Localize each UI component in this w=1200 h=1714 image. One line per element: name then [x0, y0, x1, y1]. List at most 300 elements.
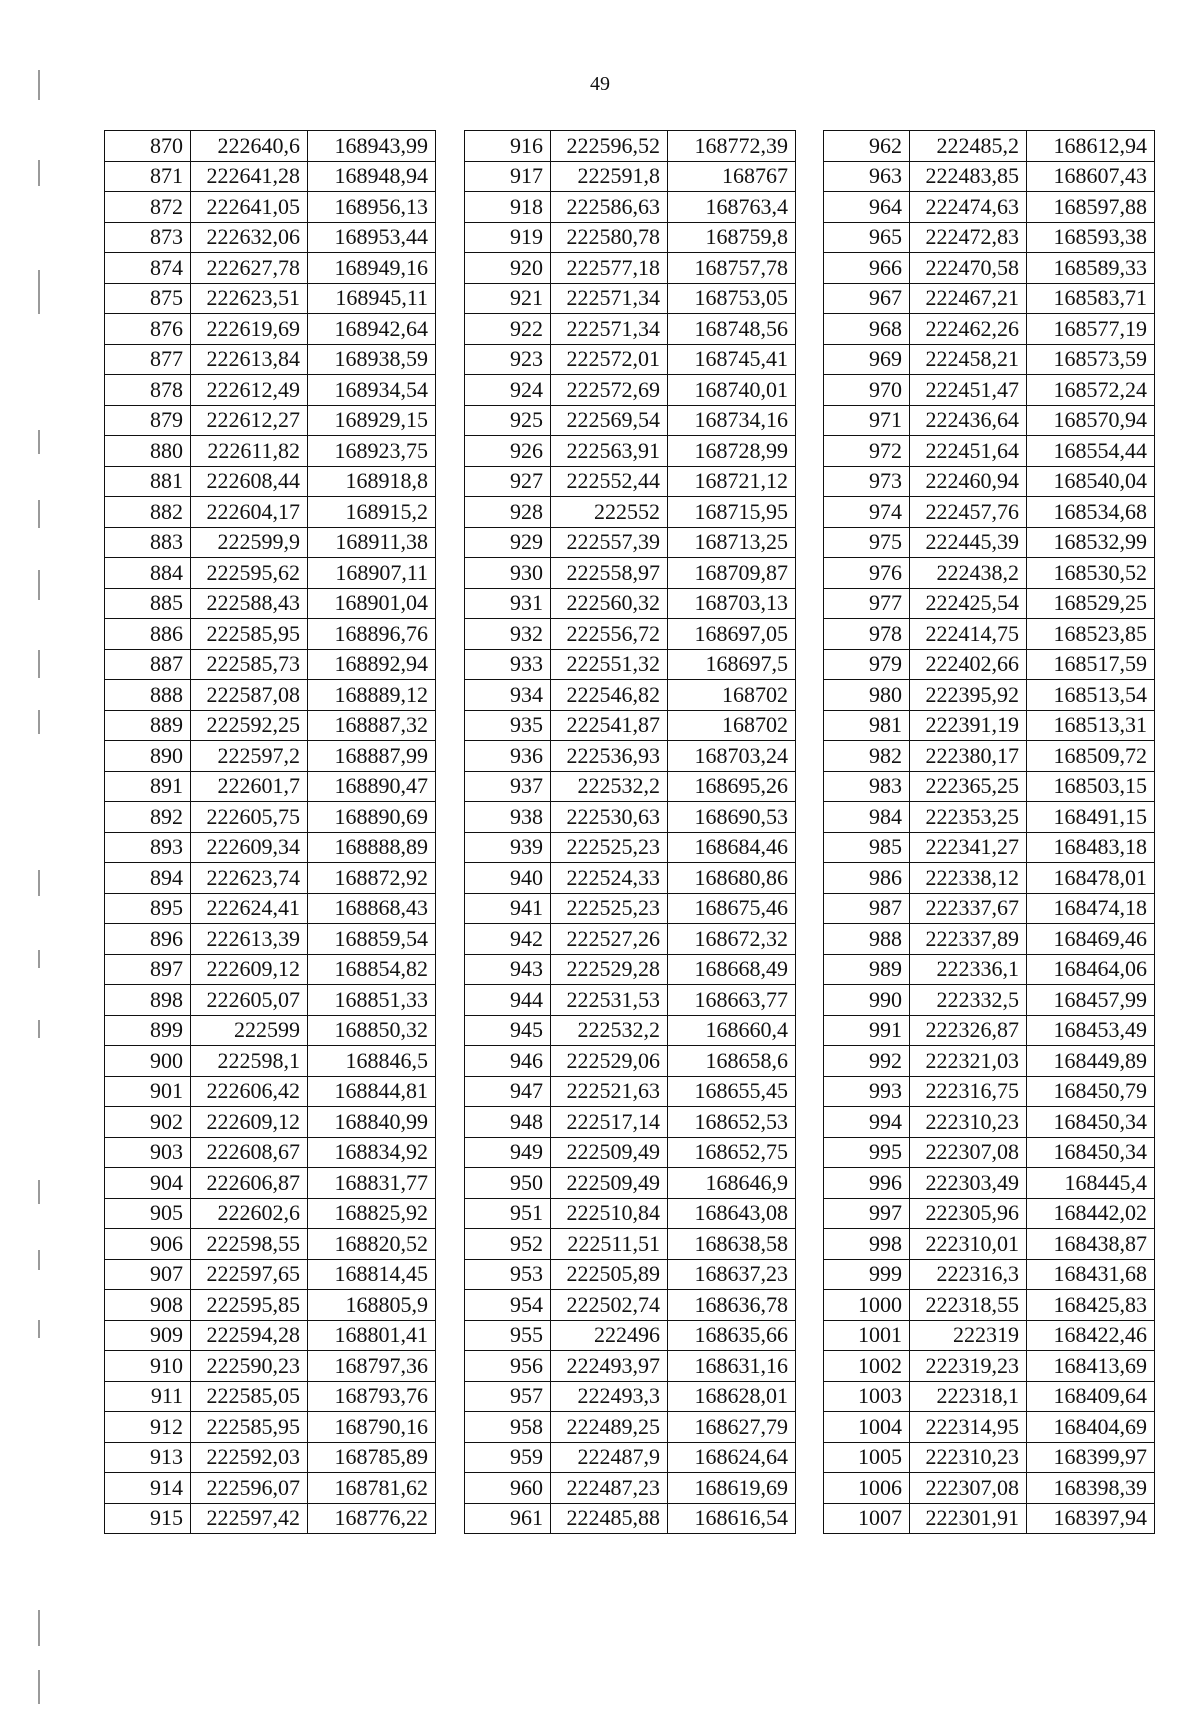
table-row [105, 832, 436, 863]
x-coordinate-cell: 222527,26 [551, 924, 668, 955]
scan-margin-mark [38, 650, 40, 678]
point-number-cell: 961 [465, 1503, 551, 1534]
y-coordinate-cell: 168776,22 [308, 1503, 436, 1534]
point-number-cell: 877 [105, 344, 191, 375]
point-number-cell: 914 [105, 1473, 191, 1504]
y-coordinate-cell: 168949,16 [308, 253, 436, 284]
x-coordinate-cell: 222597,2 [191, 741, 308, 772]
table-row [824, 832, 1155, 863]
point-number-cell: 882 [105, 497, 191, 528]
point-number-cell: 940 [465, 863, 551, 894]
table-row [465, 466, 796, 497]
table-row [824, 161, 1155, 192]
y-coordinate-cell: 168624,64 [668, 1442, 796, 1473]
x-coordinate-cell: 222474,63 [910, 192, 1027, 223]
x-coordinate-cell: 222596,07 [191, 1473, 308, 1504]
y-coordinate-cell: 168469,46 [1027, 924, 1155, 955]
point-number-cell: 926 [465, 436, 551, 467]
y-coordinate-cell: 168820,52 [308, 1229, 436, 1260]
y-coordinate-cell: 168453,49 [1027, 1015, 1155, 1046]
x-coordinate-cell: 222552,44 [551, 466, 668, 497]
x-coordinate-cell: 222641,05 [191, 192, 308, 223]
y-coordinate-cell: 168593,38 [1027, 222, 1155, 253]
y-coordinate-cell: 168652,75 [668, 1137, 796, 1168]
table-row [824, 1473, 1155, 1504]
x-coordinate-cell: 222608,67 [191, 1137, 308, 1168]
x-coordinate-cell: 222502,74 [551, 1290, 668, 1321]
y-coordinate-cell: 168942,64 [308, 314, 436, 345]
x-coordinate-cell: 222598,55 [191, 1229, 308, 1260]
y-coordinate-cell: 168901,04 [308, 588, 436, 619]
x-coordinate-cell: 222599,9 [191, 527, 308, 558]
y-coordinate-cell: 168844,81 [308, 1076, 436, 1107]
point-number-cell: 995 [824, 1137, 910, 1168]
y-coordinate-cell: 168703,24 [668, 741, 796, 772]
x-coordinate-cell: 222613,39 [191, 924, 308, 955]
table-row [824, 1259, 1155, 1290]
point-number-cell: 884 [105, 558, 191, 589]
y-coordinate-cell: 168757,78 [668, 253, 796, 284]
y-coordinate-cell: 168413,69 [1027, 1351, 1155, 1382]
x-coordinate-cell: 222338,12 [910, 863, 1027, 894]
y-coordinate-cell: 168953,44 [308, 222, 436, 253]
y-coordinate-cell: 168888,89 [308, 832, 436, 863]
table-row [824, 192, 1155, 223]
table-row [824, 375, 1155, 406]
table-row [824, 771, 1155, 802]
x-coordinate-cell: 222316,75 [910, 1076, 1027, 1107]
point-number-cell: 872 [105, 192, 191, 223]
y-coordinate-cell: 168915,2 [308, 497, 436, 528]
table-row [824, 131, 1155, 162]
point-number-cell: 916 [465, 131, 551, 162]
y-coordinate-cell: 168646,9 [668, 1168, 796, 1199]
y-coordinate-cell: 168554,44 [1027, 436, 1155, 467]
point-number-cell: 947 [465, 1076, 551, 1107]
y-coordinate-cell: 168660,4 [668, 1015, 796, 1046]
x-coordinate-cell: 222319 [910, 1320, 1027, 1351]
table-row [105, 1259, 436, 1290]
y-coordinate-cell: 168684,46 [668, 832, 796, 863]
point-number-cell: 988 [824, 924, 910, 955]
table-row [105, 1320, 436, 1351]
coordinates-table-2 [464, 130, 796, 1534]
table-row [105, 863, 436, 894]
y-coordinate-cell: 168745,41 [668, 344, 796, 375]
point-number-cell: 881 [105, 466, 191, 497]
x-coordinate-cell: 222314,95 [910, 1412, 1027, 1443]
table-row [465, 436, 796, 467]
table-row [465, 253, 796, 284]
y-coordinate-cell: 168513,54 [1027, 680, 1155, 711]
x-coordinate-cell: 222606,42 [191, 1076, 308, 1107]
y-coordinate-cell: 168529,25 [1027, 588, 1155, 619]
scan-margin-mark [38, 870, 40, 896]
x-coordinate-cell: 222577,18 [551, 253, 668, 284]
x-coordinate-cell: 222571,34 [551, 314, 668, 345]
point-number-cell: 880 [105, 436, 191, 467]
table-row [105, 1046, 436, 1077]
table-row [105, 1381, 436, 1412]
x-coordinate-cell: 222493,3 [551, 1381, 668, 1412]
table-row [105, 588, 436, 619]
point-number-cell: 969 [824, 344, 910, 375]
x-coordinate-cell: 222307,08 [910, 1137, 1027, 1168]
point-number-cell: 887 [105, 649, 191, 680]
point-number-cell: 952 [465, 1229, 551, 1260]
y-coordinate-cell: 168801,41 [308, 1320, 436, 1351]
point-number-cell: 958 [465, 1412, 551, 1443]
x-coordinate-cell: 222336,1 [910, 954, 1027, 985]
point-number-cell: 996 [824, 1168, 910, 1199]
point-number-cell: 917 [465, 161, 551, 192]
table-row [824, 344, 1155, 375]
point-number-cell: 928 [465, 497, 551, 528]
scan-margin-mark [38, 500, 40, 528]
table-row [105, 985, 436, 1016]
y-coordinate-cell: 168573,59 [1027, 344, 1155, 375]
point-number-cell: 876 [105, 314, 191, 345]
point-number-cell: 898 [105, 985, 191, 1016]
y-coordinate-cell: 168923,75 [308, 436, 436, 467]
y-coordinate-cell: 168934,54 [308, 375, 436, 406]
x-coordinate-cell: 222640,6 [191, 131, 308, 162]
point-number-cell: 913 [105, 1442, 191, 1473]
y-coordinate-cell: 168703,13 [668, 588, 796, 619]
table-row [105, 466, 436, 497]
x-coordinate-cell: 222585,95 [191, 1412, 308, 1443]
x-coordinate-cell: 222451,64 [910, 436, 1027, 467]
point-number-cell: 942 [465, 924, 551, 955]
table-row [105, 436, 436, 467]
table-row [105, 893, 436, 924]
table-row [824, 802, 1155, 833]
point-number-cell: 946 [465, 1046, 551, 1077]
y-coordinate-cell: 168612,94 [1027, 131, 1155, 162]
y-coordinate-cell: 168628,01 [668, 1381, 796, 1412]
y-coordinate-cell: 168943,99 [308, 131, 436, 162]
table-row [824, 1015, 1155, 1046]
scan-margin-mark [38, 430, 40, 454]
y-coordinate-cell: 168840,99 [308, 1107, 436, 1138]
point-number-cell: 970 [824, 375, 910, 406]
y-coordinate-cell: 168450,79 [1027, 1076, 1155, 1107]
x-coordinate-cell: 222436,64 [910, 405, 1027, 436]
point-number-cell: 938 [465, 802, 551, 833]
y-coordinate-cell: 168636,78 [668, 1290, 796, 1321]
x-coordinate-cell: 222585,73 [191, 649, 308, 680]
table-row [824, 1442, 1155, 1473]
y-coordinate-cell: 168781,62 [308, 1473, 436, 1504]
point-number-cell: 921 [465, 283, 551, 314]
table-row [465, 1259, 796, 1290]
y-coordinate-cell: 168854,82 [308, 954, 436, 985]
scan-margin-mark [38, 1670, 40, 1704]
point-number-cell: 941 [465, 893, 551, 924]
table-row [105, 802, 436, 833]
point-number-cell: 1007 [824, 1503, 910, 1534]
x-coordinate-cell: 222532,2 [551, 771, 668, 802]
coordinates-table-1 [104, 130, 436, 1534]
table-row [824, 405, 1155, 436]
y-coordinate-cell: 168695,26 [668, 771, 796, 802]
table-row [824, 1503, 1155, 1534]
y-coordinate-cell: 168887,99 [308, 741, 436, 772]
table-row [465, 1046, 796, 1077]
table-row [105, 161, 436, 192]
table-row [105, 771, 436, 802]
x-coordinate-cell: 222318,1 [910, 1381, 1027, 1412]
x-coordinate-cell: 222321,03 [910, 1046, 1027, 1077]
y-coordinate-cell: 168675,46 [668, 893, 796, 924]
table-row [824, 1412, 1155, 1443]
x-coordinate-cell: 222546,82 [551, 680, 668, 711]
y-coordinate-cell: 168797,36 [308, 1351, 436, 1382]
table-row [105, 954, 436, 985]
y-coordinate-cell: 168851,33 [308, 985, 436, 1016]
x-coordinate-cell: 222619,69 [191, 314, 308, 345]
x-coordinate-cell: 222531,53 [551, 985, 668, 1016]
point-number-cell: 1006 [824, 1473, 910, 1504]
y-coordinate-cell: 168663,77 [668, 985, 796, 1016]
y-coordinate-cell: 168398,39 [1027, 1473, 1155, 1504]
x-coordinate-cell: 222605,75 [191, 802, 308, 833]
table-row [824, 1290, 1155, 1321]
point-number-cell: 981 [824, 710, 910, 741]
table-row [824, 558, 1155, 589]
table-row [824, 954, 1155, 985]
table-row [105, 222, 436, 253]
y-coordinate-cell: 168513,31 [1027, 710, 1155, 741]
point-number-cell: 1005 [824, 1442, 910, 1473]
y-coordinate-cell: 168672,32 [668, 924, 796, 955]
x-coordinate-cell: 222438,2 [910, 558, 1027, 589]
x-coordinate-cell: 222641,28 [191, 161, 308, 192]
point-number-cell: 945 [465, 1015, 551, 1046]
x-coordinate-cell: 222525,23 [551, 893, 668, 924]
x-coordinate-cell: 222326,87 [910, 1015, 1027, 1046]
table-row [105, 344, 436, 375]
table-row [824, 649, 1155, 680]
point-number-cell: 878 [105, 375, 191, 406]
table-row [824, 1229, 1155, 1260]
point-number-cell: 902 [105, 1107, 191, 1138]
x-coordinate-cell: 222613,84 [191, 344, 308, 375]
point-number-cell: 975 [824, 527, 910, 558]
y-coordinate-cell: 168825,92 [308, 1198, 436, 1229]
point-number-cell: 1000 [824, 1290, 910, 1321]
x-coordinate-cell: 222623,74 [191, 863, 308, 894]
table-row [105, 1137, 436, 1168]
x-coordinate-cell: 222597,65 [191, 1259, 308, 1290]
table-row [465, 924, 796, 955]
x-coordinate-cell: 222485,88 [551, 1503, 668, 1534]
table-row [105, 619, 436, 650]
y-coordinate-cell: 168911,38 [308, 527, 436, 558]
x-coordinate-cell: 222536,93 [551, 741, 668, 772]
y-coordinate-cell: 168721,12 [668, 466, 796, 497]
y-coordinate-cell: 168474,18 [1027, 893, 1155, 924]
point-number-cell: 927 [465, 466, 551, 497]
y-coordinate-cell: 168734,16 [668, 405, 796, 436]
table-row [465, 222, 796, 253]
table-row [465, 680, 796, 711]
point-number-cell: 875 [105, 283, 191, 314]
x-coordinate-cell: 222509,49 [551, 1168, 668, 1199]
point-number-cell: 908 [105, 1290, 191, 1321]
point-number-cell: 983 [824, 771, 910, 802]
table-row [465, 1351, 796, 1382]
table-row [465, 131, 796, 162]
x-coordinate-cell: 222391,19 [910, 710, 1027, 741]
point-number-cell: 954 [465, 1290, 551, 1321]
x-coordinate-cell: 222517,14 [551, 1107, 668, 1138]
x-coordinate-cell: 222483,85 [910, 161, 1027, 192]
y-coordinate-cell: 168890,47 [308, 771, 436, 802]
point-number-cell: 991 [824, 1015, 910, 1046]
y-coordinate-cell: 168668,49 [668, 954, 796, 985]
y-coordinate-cell: 168948,94 [308, 161, 436, 192]
x-coordinate-cell: 222580,78 [551, 222, 668, 253]
table-row [465, 192, 796, 223]
x-coordinate-cell: 222595,85 [191, 1290, 308, 1321]
y-coordinate-cell: 168680,86 [668, 863, 796, 894]
x-coordinate-cell: 222623,51 [191, 283, 308, 314]
point-number-cell: 974 [824, 497, 910, 528]
table-row [465, 1381, 796, 1412]
y-coordinate-cell: 168785,89 [308, 1442, 436, 1473]
table-row [465, 771, 796, 802]
x-coordinate-cell: 222353,25 [910, 802, 1027, 833]
point-number-cell: 918 [465, 192, 551, 223]
y-coordinate-cell: 168431,68 [1027, 1259, 1155, 1290]
x-coordinate-cell: 222597,42 [191, 1503, 308, 1534]
point-number-cell: 953 [465, 1259, 551, 1290]
x-coordinate-cell: 222572,01 [551, 344, 668, 375]
table-row [824, 1381, 1155, 1412]
y-coordinate-cell: 168438,87 [1027, 1229, 1155, 1260]
y-coordinate-cell: 168748,56 [668, 314, 796, 345]
x-coordinate-cell: 222458,21 [910, 344, 1027, 375]
table-row [465, 588, 796, 619]
x-coordinate-cell: 222487,23 [551, 1473, 668, 1504]
point-number-cell: 948 [465, 1107, 551, 1138]
point-number-cell: 910 [105, 1351, 191, 1382]
table-row [465, 1137, 796, 1168]
x-coordinate-cell: 222587,08 [191, 680, 308, 711]
table-row [105, 1503, 436, 1534]
point-number-cell: 963 [824, 161, 910, 192]
table-row [824, 222, 1155, 253]
table-row [105, 131, 436, 162]
y-coordinate-cell: 168846,5 [308, 1046, 436, 1077]
point-number-cell: 976 [824, 558, 910, 589]
point-number-cell: 873 [105, 222, 191, 253]
y-coordinate-cell: 168422,46 [1027, 1320, 1155, 1351]
point-number-cell: 924 [465, 375, 551, 406]
point-number-cell: 915 [105, 1503, 191, 1534]
table-row [465, 1076, 796, 1107]
point-number-cell: 978 [824, 619, 910, 650]
table-row [465, 314, 796, 345]
y-coordinate-cell: 168517,59 [1027, 649, 1155, 680]
table-row [105, 680, 436, 711]
table-row [465, 283, 796, 314]
y-coordinate-cell: 168697,5 [668, 649, 796, 680]
table-row [824, 985, 1155, 1016]
y-coordinate-cell: 168715,95 [668, 497, 796, 528]
x-coordinate-cell: 222380,17 [910, 741, 1027, 772]
y-coordinate-cell: 168589,33 [1027, 253, 1155, 284]
table-row [465, 954, 796, 985]
point-number-cell: 949 [465, 1137, 551, 1168]
x-coordinate-cell: 222303,49 [910, 1168, 1027, 1199]
y-coordinate-cell: 168753,05 [668, 283, 796, 314]
x-coordinate-cell: 222472,83 [910, 222, 1027, 253]
point-number-cell: 897 [105, 954, 191, 985]
point-number-cell: 890 [105, 741, 191, 772]
point-number-cell: 997 [824, 1198, 910, 1229]
table-row [465, 832, 796, 863]
y-coordinate-cell: 168404,69 [1027, 1412, 1155, 1443]
table-row [105, 1290, 436, 1321]
table-row [105, 1229, 436, 1260]
y-coordinate-cell: 168889,12 [308, 680, 436, 711]
y-coordinate-cell: 168607,43 [1027, 161, 1155, 192]
x-coordinate-cell: 222598,1 [191, 1046, 308, 1077]
point-number-cell: 994 [824, 1107, 910, 1138]
table-row [465, 710, 796, 741]
table-row [465, 1107, 796, 1138]
x-coordinate-cell: 222594,28 [191, 1320, 308, 1351]
table-row [105, 192, 436, 223]
table-row [465, 375, 796, 406]
scan-margin-mark [38, 1180, 40, 1204]
point-number-cell: 874 [105, 253, 191, 284]
x-coordinate-cell: 222425,54 [910, 588, 1027, 619]
scan-margin-mark [38, 1320, 40, 1338]
x-coordinate-cell: 222609,12 [191, 954, 308, 985]
scan-margin-mark [38, 270, 40, 314]
table-row [824, 1198, 1155, 1229]
y-coordinate-cell: 168631,16 [668, 1351, 796, 1382]
table-row [465, 1473, 796, 1504]
table-row [105, 1351, 436, 1382]
table-row [105, 253, 436, 284]
x-coordinate-cell: 222337,67 [910, 893, 1027, 924]
table-row [105, 649, 436, 680]
table-row [824, 1137, 1155, 1168]
x-coordinate-cell: 222511,51 [551, 1229, 668, 1260]
point-number-cell: 951 [465, 1198, 551, 1229]
x-coordinate-cell: 222310,01 [910, 1229, 1027, 1260]
y-coordinate-cell: 168449,89 [1027, 1046, 1155, 1077]
y-coordinate-cell: 168583,71 [1027, 283, 1155, 314]
point-number-cell: 931 [465, 588, 551, 619]
x-coordinate-cell: 222609,12 [191, 1107, 308, 1138]
scan-margin-mark [38, 710, 40, 734]
x-coordinate-cell: 222332,5 [910, 985, 1027, 1016]
y-coordinate-cell: 168763,4 [668, 192, 796, 223]
point-number-cell: 903 [105, 1137, 191, 1168]
point-number-cell: 885 [105, 588, 191, 619]
point-number-cell: 923 [465, 344, 551, 375]
point-number-cell: 993 [824, 1076, 910, 1107]
y-coordinate-cell: 168892,94 [308, 649, 436, 680]
x-coordinate-cell: 222624,41 [191, 893, 308, 924]
x-coordinate-cell: 222591,8 [551, 161, 668, 192]
table-row [824, 924, 1155, 955]
